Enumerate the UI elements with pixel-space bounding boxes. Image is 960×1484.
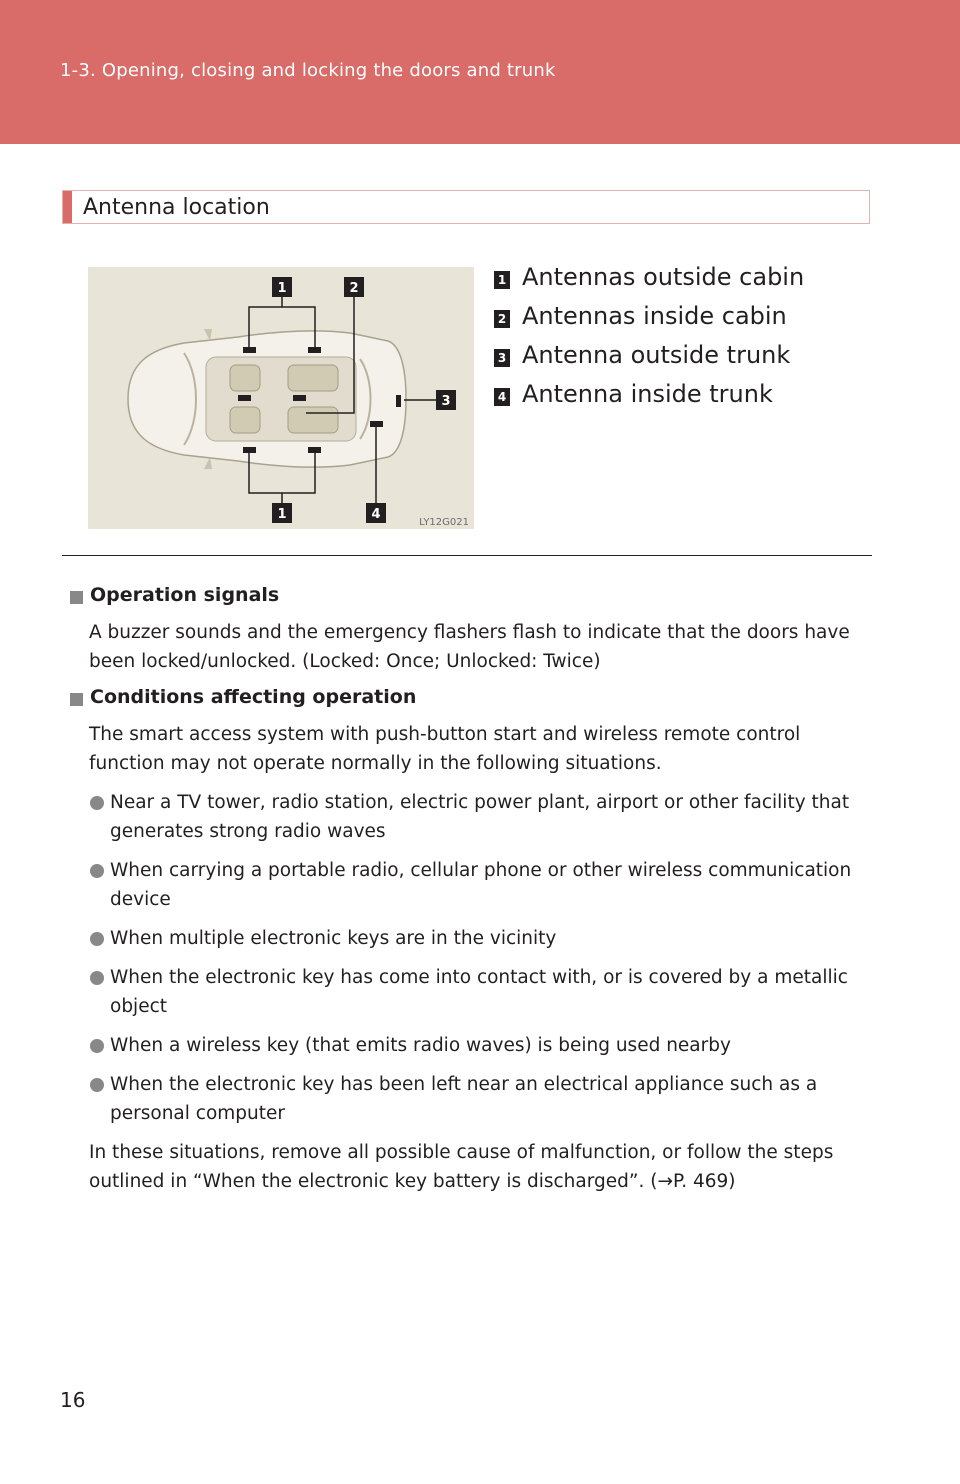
list-item <box>70 788 870 846</box>
body-content <box>70 584 870 1206</box>
antenna-outside-right-rear <box>308 447 321 453</box>
legend-number: 3 <box>494 349 510 367</box>
antenna-location-figure <box>88 267 474 529</box>
circle-bullet-icon <box>90 932 104 946</box>
legend-number: 2 <box>494 310 510 328</box>
section-heading <box>62 190 870 224</box>
divider <box>62 555 872 556</box>
conditions-outro: In these situations, remove all possible cause of malfunction, or follow the steps outlined in “When the electronic key battery is discharged”. (→P. 469) <box>89 1142 834 1192</box>
legend-label: Antenna inside trunk <box>522 380 773 408</box>
legend-label: Antenna outside trunk <box>522 341 791 369</box>
antenna-inside-rear <box>293 395 306 401</box>
page-number: 16 <box>60 1388 86 1412</box>
antenna-outside-right-front <box>243 447 256 453</box>
callout-3: 3 <box>441 394 451 409</box>
section-heading-bar <box>63 191 72 223</box>
list-item <box>70 963 870 1021</box>
antenna-inside-front <box>238 395 251 401</box>
figure-code: LY12G021 <box>419 517 469 528</box>
circle-bullet-icon <box>90 971 104 985</box>
subheading-text: Operation signals <box>90 584 280 606</box>
list-item-text: When the electronic key has come into contact with, or is covered by a metallic object <box>110 967 848 1017</box>
legend-number: 1 <box>494 271 510 289</box>
operation-signals-text: A buzzer sounds and the emergency flashers flash to indicate that the doors have been locked/unlocked. (Locked: Once; Unlocked: Twice) <box>89 622 850 672</box>
list-item-text: When carrying a portable radio, cellular phone or other wireless communication device <box>110 860 852 910</box>
circle-bullet-icon <box>90 1078 104 1092</box>
car-body <box>128 329 406 469</box>
list-item <box>70 1031 870 1060</box>
subheading-text: Conditions affecting operation <box>90 686 417 708</box>
antenna-outside-trunk <box>396 395 401 407</box>
list-item-text: When multiple electronic keys are in the vicinity <box>110 928 557 949</box>
antenna-outside-left-rear <box>308 347 321 353</box>
antenna-outside-left-front <box>243 347 256 353</box>
conditions-intro: The smart access system with push-button start and wireless remote control function may not operate normally in the following situations. <box>89 724 801 774</box>
operation-signals-heading <box>70 584 870 614</box>
list-item-text: When the electronic key has been left near an electrical appliance such as a personal computer <box>110 1074 818 1124</box>
legend-number: 4 <box>494 388 510 406</box>
callout-1-bottom: 1 <box>277 507 287 522</box>
callout-2: 2 <box>349 281 359 296</box>
page-header <box>0 0 960 144</box>
list-item-text: When a wireless key (that emits radio waves) is being used nearby <box>110 1035 731 1056</box>
callout-4: 4 <box>371 507 381 522</box>
square-bullet-icon <box>70 591 83 604</box>
antenna-inside-trunk <box>370 421 383 427</box>
section-title: Antenna location <box>83 195 270 220</box>
legend-label: Antennas inside cabin <box>522 302 787 330</box>
circle-bullet-icon <box>90 1039 104 1053</box>
list-item <box>70 1070 870 1128</box>
conditions-heading <box>70 686 870 716</box>
circle-bullet-icon <box>90 864 104 878</box>
square-bullet-icon <box>70 693 83 706</box>
circle-bullet-icon <box>90 796 104 810</box>
list-item <box>70 924 870 953</box>
callout-1-top: 1 <box>277 281 287 296</box>
chapter-title: 1-3. Opening, closing and locking the doors and trunk <box>60 60 556 81</box>
legend-label: Antennas outside cabin <box>522 263 805 291</box>
list-item-text: Near a TV tower, radio station, electric power plant, airport or other facility that generates strong radio waves <box>110 792 850 842</box>
list-item <box>70 856 870 914</box>
car-top-view-illustration <box>88 267 474 529</box>
